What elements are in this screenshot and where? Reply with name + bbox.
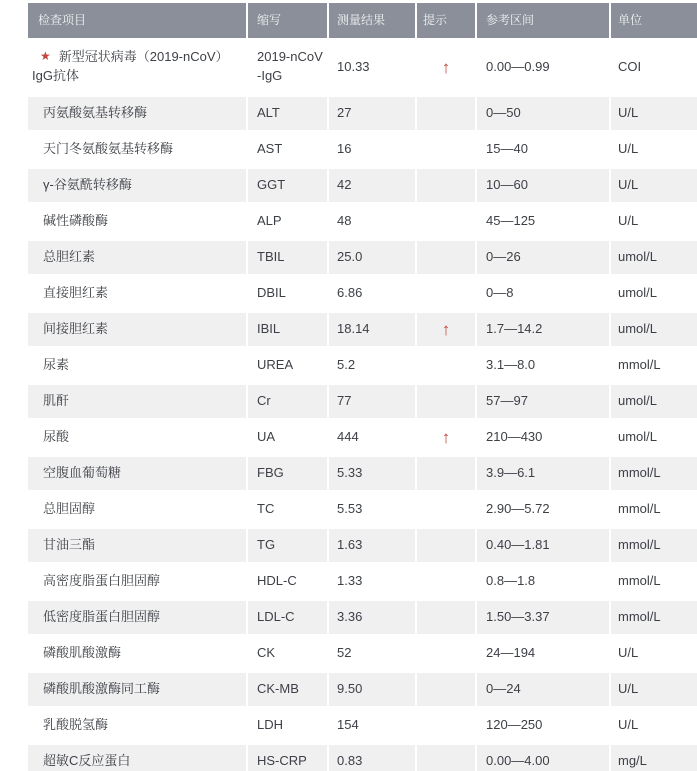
table-row	[28, 40, 697, 94]
ref-range-cell: 24—194	[477, 637, 609, 670]
unit-cell: mmol/L	[611, 457, 697, 490]
table-row	[28, 601, 697, 634]
hint-cell	[417, 169, 475, 202]
hint-cell	[417, 349, 475, 382]
table-row	[28, 637, 697, 670]
unit-cell: U/L	[611, 169, 697, 202]
hint-cell	[417, 565, 475, 598]
ref-range-cell: 0—50	[477, 97, 609, 130]
hint-cell	[417, 421, 475, 454]
result-cell: 154	[329, 709, 415, 742]
item-label: 低密度脂蛋白胆固醇	[43, 609, 161, 625]
hint-cell	[417, 493, 475, 526]
abbr-cell: HDL-C	[248, 565, 327, 598]
col-header-hint: 提示	[417, 3, 475, 38]
table-row	[28, 349, 697, 382]
unit-cell: umol/L	[611, 385, 697, 418]
ref-range-cell: 10—60	[477, 169, 609, 202]
item-label: 磷酸肌酸激酶	[43, 645, 122, 661]
table-row	[28, 277, 697, 310]
ref-range-cell: 0.40—1.81	[477, 529, 609, 562]
abbr-cell: 2019-nCoV-IgG	[248, 40, 327, 94]
item-cell	[28, 457, 246, 490]
ref-range-cell: 3.9—6.1	[477, 457, 609, 490]
ref-range-cell: 1.7—14.2	[477, 313, 609, 346]
item-label: 碱性磷酸酶	[43, 213, 109, 229]
abbr-cell: LDH	[248, 709, 327, 742]
abbr-cell: LDL-C	[248, 601, 327, 634]
hint-cell	[417, 709, 475, 742]
result-cell: 1.33	[329, 565, 415, 598]
item-label: 总胆红素	[43, 249, 96, 265]
hint-cell	[417, 637, 475, 670]
item-cell	[28, 421, 246, 454]
hint-cell	[417, 457, 475, 490]
item-label: 甘油三酯	[43, 537, 96, 553]
table-row	[28, 241, 697, 274]
unit-cell: mmol/L	[611, 529, 697, 562]
result-cell: 444	[329, 421, 415, 454]
item-label: 直接胆红素	[43, 285, 109, 301]
item-label: 空腹血葡萄糖	[43, 465, 122, 481]
item-cell	[28, 97, 246, 130]
hint-cell	[417, 97, 475, 130]
abbr-cell: ALP	[248, 205, 327, 238]
item-cell	[28, 205, 246, 238]
table-row	[28, 745, 697, 771]
unit-cell: U/L	[611, 133, 697, 166]
abbr-cell: DBIL	[248, 277, 327, 310]
item-label: 间接胆红素	[43, 321, 109, 337]
abbr-cell: IBIL	[248, 313, 327, 346]
item-cell	[28, 493, 246, 526]
item-cell	[28, 385, 246, 418]
result-cell: 77	[329, 385, 415, 418]
hint-cell	[417, 745, 475, 771]
hint-cell	[417, 529, 475, 562]
unit-cell: mmol/L	[611, 349, 697, 382]
unit-cell: U/L	[611, 205, 697, 238]
item-cell	[28, 313, 246, 346]
item-label: 丙氨酸氨基转移酶	[43, 105, 148, 121]
ref-range-cell: 57—97	[477, 385, 609, 418]
item-label: 尿酸	[43, 429, 70, 445]
unit-cell: U/L	[611, 709, 697, 742]
result-cell: 6.86	[329, 277, 415, 310]
abbr-cell: UREA	[248, 349, 327, 382]
hint-cell	[417, 205, 475, 238]
result-cell: 16	[329, 133, 415, 166]
unit-cell: umol/L	[611, 241, 697, 274]
result-cell: 48	[329, 205, 415, 238]
col-header-unit: 单位	[611, 3, 697, 38]
result-cell: 9.50	[329, 673, 415, 706]
table-row	[28, 205, 697, 238]
ref-range-cell: 0—26	[477, 241, 609, 274]
item-label: 磷酸肌酸激酶同工酶	[43, 681, 161, 697]
table-row	[28, 97, 697, 130]
table-row	[28, 385, 697, 418]
unit-cell: U/L	[611, 97, 697, 130]
item-label: 总胆固醇	[43, 501, 96, 517]
ref-range-cell: 15—40	[477, 133, 609, 166]
item-cell	[28, 169, 246, 202]
ref-range-cell: 0—8	[477, 277, 609, 310]
table-row	[28, 709, 697, 742]
unit-cell: U/L	[611, 637, 697, 670]
result-cell: 18.14	[329, 313, 415, 346]
abbr-cell: Cr	[248, 385, 327, 418]
ref-range-cell: 0.00—4.00	[477, 745, 609, 771]
item-label: 尿素	[43, 357, 70, 373]
table-header-row	[28, 3, 697, 38]
item-cell	[28, 709, 246, 742]
item-label: 乳酸脱氢酶	[43, 717, 109, 733]
ref-range-cell: 45—125	[477, 205, 609, 238]
hint-cell	[417, 133, 475, 166]
table-row	[28, 133, 697, 166]
unit-cell: mg/L	[611, 745, 697, 771]
abbr-cell: UA	[248, 421, 327, 454]
table-row	[28, 493, 697, 526]
item-cell	[28, 40, 246, 94]
item-cell	[28, 565, 246, 598]
hint-cell	[417, 40, 475, 94]
item-cell	[28, 637, 246, 670]
item-label: 肌酐	[43, 393, 70, 409]
table-row	[28, 169, 697, 202]
result-cell: 1.63	[329, 529, 415, 562]
result-cell: 42	[329, 169, 415, 202]
result-cell: 25.0	[329, 241, 415, 274]
lab-results-table	[28, 3, 697, 771]
result-cell: 5.2	[329, 349, 415, 382]
result-cell: 27	[329, 97, 415, 130]
table-row	[28, 529, 697, 562]
result-cell: 3.36	[329, 601, 415, 634]
hint-cell	[417, 313, 475, 346]
ref-range-cell: 2.90—5.72	[477, 493, 609, 526]
unit-cell: umol/L	[611, 421, 697, 454]
abbr-cell: TC	[248, 493, 327, 526]
abbr-cell: AST	[248, 133, 327, 166]
unit-cell: mmol/L	[611, 601, 697, 634]
up-arrow-icon: ↑	[441, 320, 451, 339]
hint-cell	[417, 673, 475, 706]
ref-range-cell: 3.1—8.0	[477, 349, 609, 382]
abbr-cell: TBIL	[248, 241, 327, 274]
item-label: 超敏C反应蛋白	[43, 753, 131, 769]
hint-cell	[417, 277, 475, 310]
table-row	[28, 565, 697, 598]
result-cell: 5.33	[329, 457, 415, 490]
result-cell: 5.53	[329, 493, 415, 526]
abbr-cell: TG	[248, 529, 327, 562]
col-header-item: 检查项目	[28, 3, 246, 38]
result-cell: 10.33	[329, 40, 415, 94]
item-label: 高密度脂蛋白胆固醇	[43, 573, 161, 589]
table-row	[28, 457, 697, 490]
unit-cell: mmol/L	[611, 565, 697, 598]
abbr-cell: CK	[248, 637, 327, 670]
unit-cell: U/L	[611, 673, 697, 706]
result-cell: 52	[329, 637, 415, 670]
item-cell	[28, 133, 246, 166]
col-header-ref-range: 参考区间	[477, 3, 609, 38]
star-icon: ★	[40, 49, 51, 64]
item-cell	[28, 673, 246, 706]
hint-cell	[417, 241, 475, 274]
hint-cell	[417, 385, 475, 418]
hint-cell	[417, 601, 475, 634]
ref-range-cell: 120—250	[477, 709, 609, 742]
item-label: γ-谷氨酰转移酶	[43, 177, 132, 193]
unit-cell: umol/L	[611, 277, 697, 310]
table-row	[28, 673, 697, 706]
abbr-cell: ALT	[248, 97, 327, 130]
unit-cell: umol/L	[611, 313, 697, 346]
up-arrow-icon: ↑	[441, 428, 451, 447]
unit-cell: COI	[611, 40, 697, 94]
item-cell	[28, 601, 246, 634]
col-header-result: 测量结果	[329, 3, 415, 38]
item-cell	[28, 529, 246, 562]
abbr-cell: FBG	[248, 457, 327, 490]
item-cell	[28, 241, 246, 274]
abbr-cell: CK-MB	[248, 673, 327, 706]
table-body	[28, 40, 697, 771]
table-row	[28, 421, 697, 454]
ref-range-cell: 0—24	[477, 673, 609, 706]
abbr-cell: HS-CRP	[248, 745, 327, 771]
unit-cell: mmol/L	[611, 493, 697, 526]
item-cell	[28, 277, 246, 310]
item-label: 新型冠状病毒（2019-nCoV）IgG抗体	[32, 49, 229, 83]
ref-range-cell: 0.00—0.99	[477, 40, 609, 94]
item-label: 天门冬氨酸氨基转移酶	[43, 141, 174, 157]
ref-range-cell: 210—430	[477, 421, 609, 454]
abbr-cell: GGT	[248, 169, 327, 202]
ref-range-cell: 0.8—1.8	[477, 565, 609, 598]
result-cell: 0.83	[329, 745, 415, 771]
table-row	[28, 313, 697, 346]
col-header-abbr: 缩写	[248, 3, 327, 38]
up-arrow-icon: ↑	[441, 57, 451, 77]
item-cell	[28, 745, 246, 771]
item-cell	[28, 349, 246, 382]
ref-range-cell: 1.50—3.37	[477, 601, 609, 634]
